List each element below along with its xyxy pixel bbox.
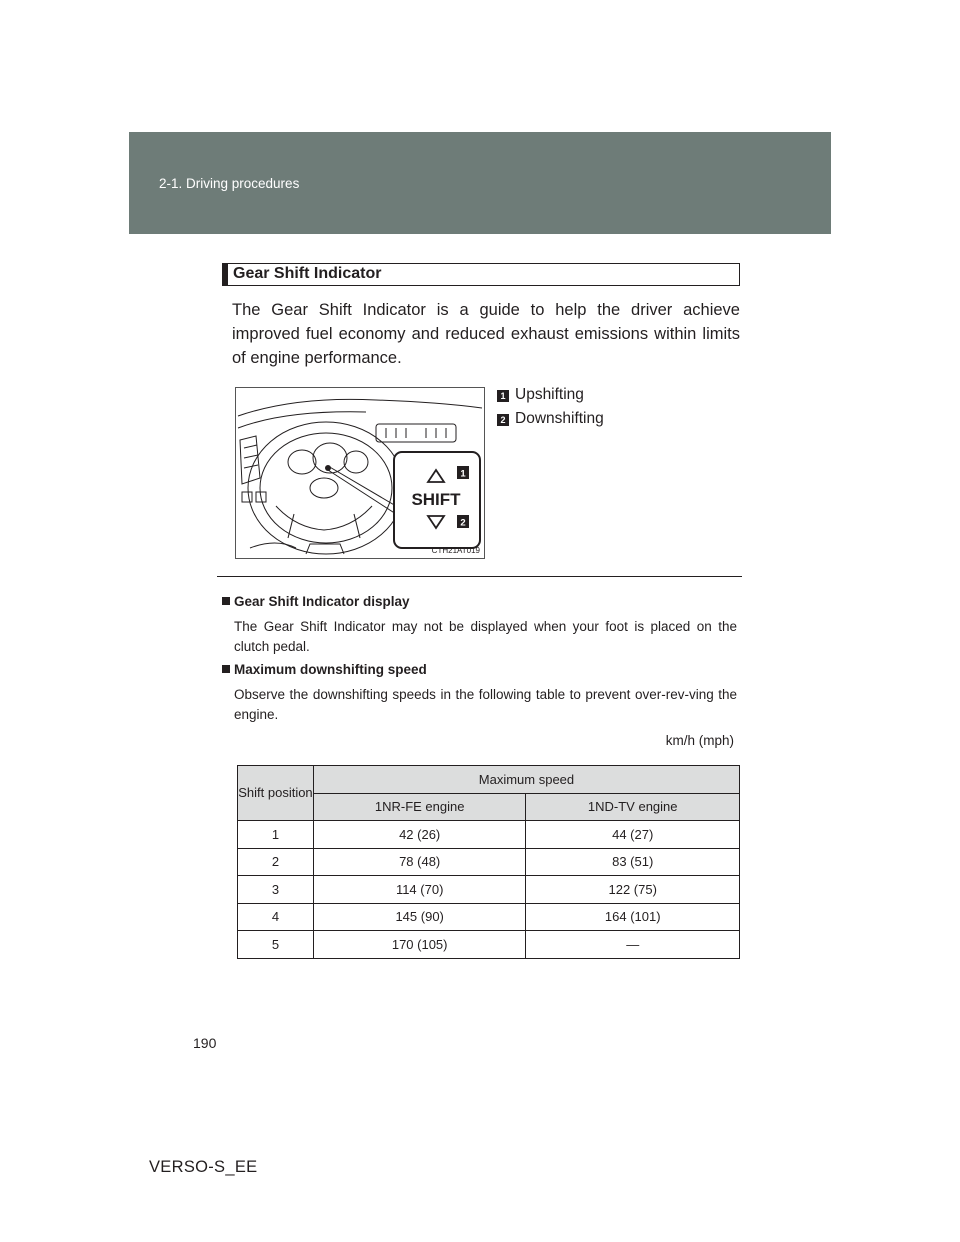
bullet-square-icon [222,597,230,605]
table-row [238,903,740,931]
note-heading-display [222,594,410,609]
section-heading-bar [223,264,228,285]
cell-1nr-fe: 42 (26) [313,821,526,849]
table-subheader-row [238,793,740,821]
instrument-illustration [235,387,485,559]
cell-shift-position: 3 [238,876,314,904]
bullet-square-icon [222,665,230,673]
cell-1nd-tv: — [526,931,740,959]
page-number: 190 [193,1035,217,1051]
cell-1nr-fe: 78 (48) [313,848,526,876]
cell-shift-position: 1 [238,821,314,849]
section-title: Gear Shift Indicator [233,265,382,282]
max-speed-table [237,765,740,959]
cell-1nr-fe: 114 (70) [313,876,526,904]
legend-label: Downshifting [515,410,604,427]
table-row [238,931,740,959]
cell-1nd-tv: 44 (27) [526,821,740,849]
table-row [238,876,740,904]
column-header-1nr-fe: 1NR-FE engine [313,793,526,821]
note-heading-downshift [222,662,427,677]
cell-1nr-fe: 145 (90) [313,903,526,931]
note-heading-text: Maximum downshifting speed [234,662,427,677]
column-header-1nd-tv: 1ND-TV engine [526,793,740,821]
cell-1nd-tv: 83 (51) [526,848,740,876]
header-band [129,132,831,234]
figure-code: CTH21AT019 [431,546,480,555]
table-row [238,848,740,876]
cell-1nd-tv: 122 (75) [526,876,740,904]
legend-number: 2 [497,414,509,426]
callout-2: 2 [460,517,466,529]
dashboard-drawing [236,388,484,558]
column-header-maximum-speed: Maximum speed [313,766,739,794]
table-row [238,821,740,849]
note-body-display: The Gear Shift Indicator may not be displayed when your foot is placed on the clutch pedal. [234,619,737,654]
callout-1: 1 [460,468,466,480]
divider [217,576,742,577]
cell-1nd-tv: 164 (101) [526,903,740,931]
section-heading [222,263,740,286]
legend-number: 1 [497,390,509,402]
legend-label: Upshifting [515,386,584,403]
cell-shift-position: 5 [238,931,314,959]
note-heading-text: Gear Shift Indicator display [234,594,410,609]
cell-1nr-fe: 170 (105) [313,931,526,959]
cell-shift-position: 4 [238,903,314,931]
column-header-shift-position: Shift position [238,766,314,821]
table-unit: km/h (mph) [665,733,734,748]
note-body-downshift: Observe the downshifting speeds in the following table to prevent over-rev-ving the engine. [234,687,737,722]
breadcrumb: 2-1. Driving procedures [159,176,300,191]
intro-paragraph: The Gear Shift Indicator is a guide to help the driver achieve improved fuel economy and reduced exhaust emissions within limits of engine performance. [232,301,740,367]
cell-shift-position: 2 [238,848,314,876]
document-id: VERSO-S_EE [149,1158,258,1176]
table-header-row [238,766,740,794]
shift-label: SHIFT [411,490,461,509]
